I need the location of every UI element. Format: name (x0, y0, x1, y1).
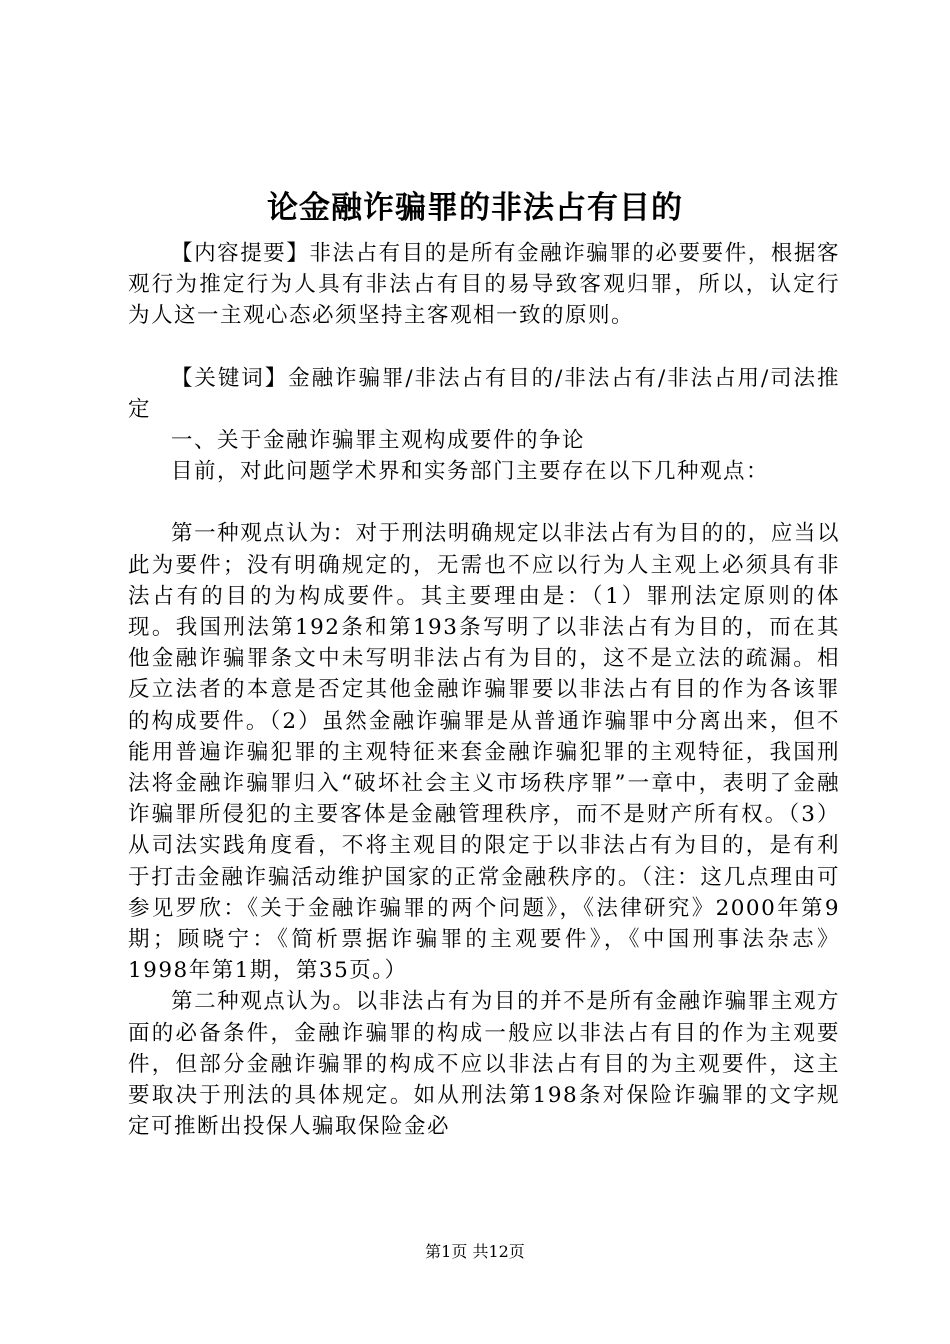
keywords-paragraph: 【关键词】金融诈骗罪/非法占有目的/非法占有/非法占用/司法推定 (128, 365, 840, 422)
document-title: 论金融诈骗罪的非法占有目的 (267, 190, 683, 226)
body-paragraph: 目前，对此问题学术界和实务部门主要存在以下几种观点： (171, 459, 770, 485)
page-number-footer: 第1页 共12页 (425, 1242, 525, 1261)
abstract-paragraph: 【内容提要】非法占有目的是所有金融诈骗罪的必要要件，根据客观行为推定行为人具有非法占有目的易导致客观归罪，所以，认定行为人这一主观心态必须坚持主客观相一致的原则。 (128, 241, 840, 329)
document-body (128, 238, 840, 1142)
body-paragraph: 第二种观点认为。以非法占有为目的并不是所有金融诈骗罪主观方面的必备条件，金融诈骗罪的构成一般应以非法占有目的作为主观要件，但部分金融诈骗罪的构成不应以非法占有目的为主观要件，这主要取决于刑法的具体规定。如从刑法第198条对保险诈骗罪的文字规定可推断出投保人骗取保险金必 (128, 989, 840, 1140)
section-heading: 一、关于金融诈骗罪主观构成要件的争论 (171, 428, 586, 454)
body-paragraph: 第一种观点认为：对于刑法明确规定以非法占有为目的的，应当以此为要件；没有明确规定的，无需也不应以行为人主观上必须具有非法占有的目的为构成要件。其主要理由是：（1）罪刑法定原则的体现。我国刑法第192条和第193条写明了以非法占有为目的，而在其他金融诈骗罪条文中未写明非法占有为目的，这不是立法的疏漏。相反立法者的本意是否定其他金融诈骗罪要以非法占有目的作为各该罪的构成要件。（2）虽然金融诈骗罪是从普通诈骗罪中分离出来，但不能用普遍诈骗犯罪的主观特征来套金融诈骗犯罪的主观特征，我国刑法将金融诈骗罪归入“破坏社会主义市场秩序罪”一章中，表明了金融诈骗罪所侵犯的主要客体是金融管理秩序，而不是财产所有权。（3）从司法实践角度看，不将主观目的限定于以非法占有为目的，是有利于打击金融诈骗活动维护国家的正常金融秩序的。（注：这几点理由可参见罗欣：《关于金融诈骗罪的两个问题》，《法律研究》2000年第9期；顾晓宁：《简析票据诈骗罪的主观要件》，《中国刑事法杂志》1998年第1期，第35页。） (128, 521, 840, 984)
